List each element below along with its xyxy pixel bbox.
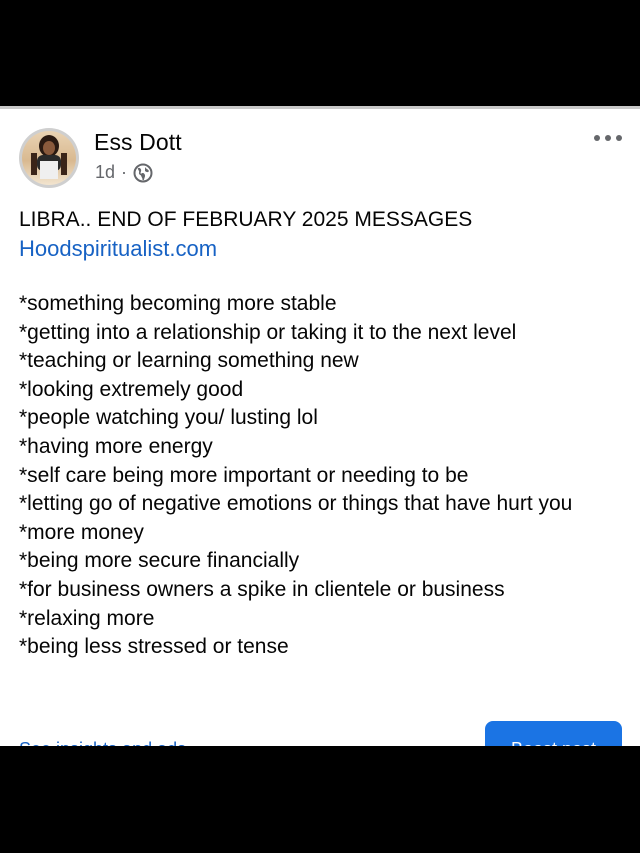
post-line: *looking extremely good — [19, 377, 244, 401]
avatar[interactable] — [19, 128, 79, 188]
post-line: *something becoming more stable — [19, 292, 337, 315]
post-link[interactable]: Hoodspiritualist.com — [19, 236, 218, 261]
top-black-bar — [0, 0, 640, 106]
bottom-black-bar — [0, 746, 640, 853]
post-time[interactable]: 1d — [95, 162, 116, 182]
post-line: *letting go of negative emotions or things that have hurt you — [19, 492, 573, 516]
post-line: *getting into a relationship or taking it to the next level — [19, 320, 517, 344]
post-headline: LIBRA.. END OF FEBRUARY 2025 MESSAGES — [19, 208, 473, 231]
post-line: *teaching or learning something new — [19, 349, 359, 373]
post-line: *having more energy — [19, 434, 213, 458]
post-line: *self care being more important or needing to be — [19, 463, 469, 487]
post-line: *relaxing more — [19, 606, 155, 630]
avatar-figure — [22, 131, 76, 185]
post-line: *being less stressed or tense — [19, 635, 289, 659]
meta-separator: · — [121, 162, 128, 182]
facebook-post-card — [0, 109, 640, 746]
more-options-icon[interactable] — [594, 135, 622, 141]
post-line: *for business owners a spike in clientele or business — [19, 577, 505, 601]
post-body — [19, 290, 619, 662]
post-line: *people watching you/ lusting lol — [19, 406, 318, 430]
avatar-photo — [22, 131, 76, 185]
globe-icon — [133, 163, 153, 183]
post-line: *being more secure financially — [19, 549, 300, 573]
author-name[interactable]: Ess Dott — [94, 129, 182, 155]
post-meta — [95, 162, 153, 183]
post-line: *more money — [19, 520, 144, 544]
